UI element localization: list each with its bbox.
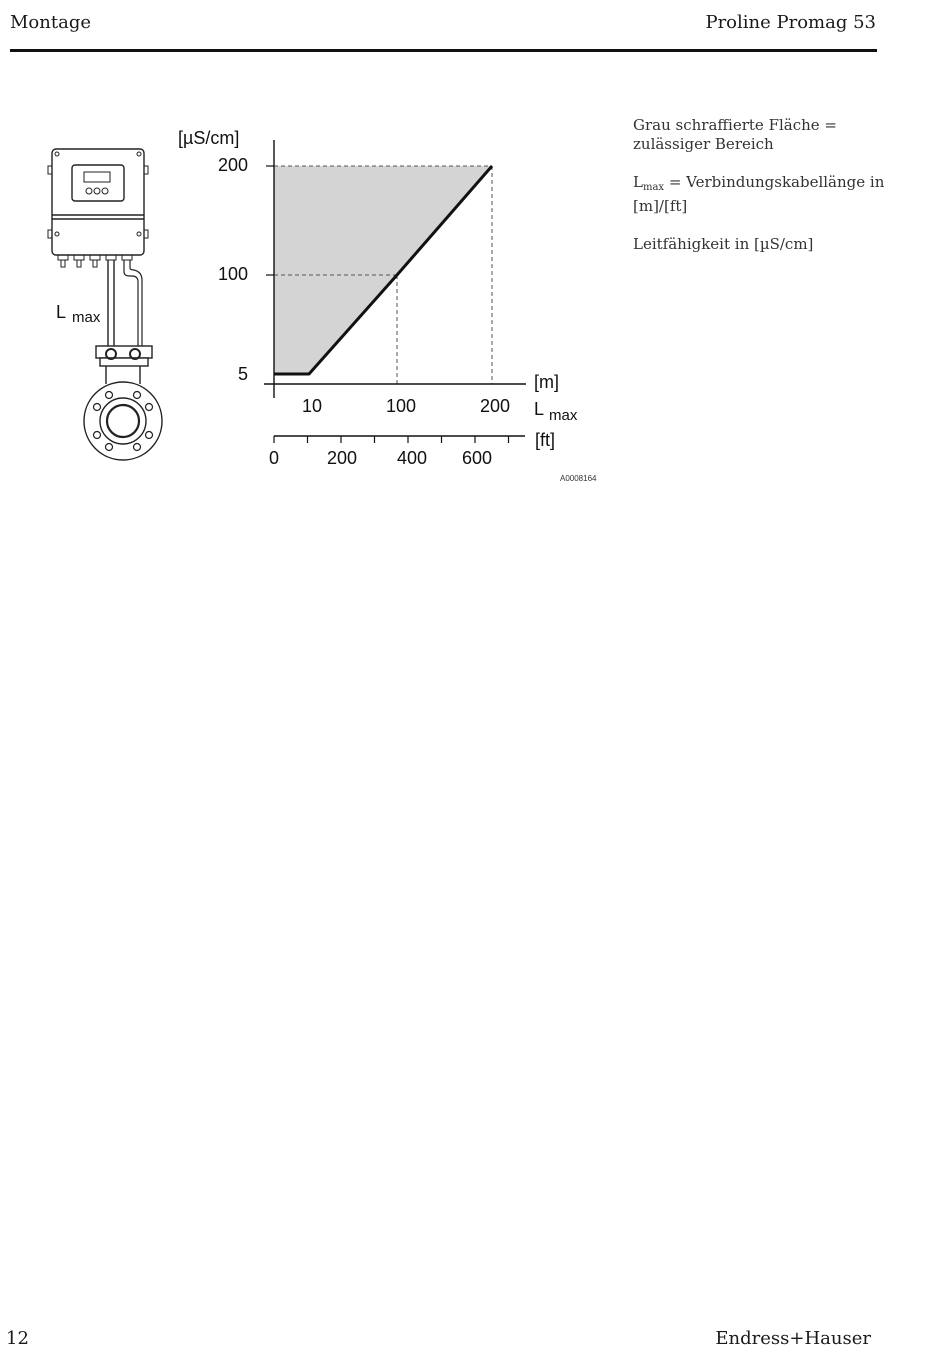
x-tick-label-ft: 400 [396, 448, 428, 468]
legend-note-length: $L_{max}$ = Verbindungskabellänge in [m]/[ft] [633, 173, 885, 215]
x-tick-label-ft: 0 [268, 448, 280, 468]
conductivity-chart [178, 128, 578, 468]
x-tick-label-m: 100 [385, 396, 417, 416]
legend-note-conductivity: Leitfähigkeit in [µS/cm] [633, 235, 814, 253]
x-axis-label: L [534, 399, 545, 419]
y-tick-label: 200 [217, 155, 248, 175]
x-tick-label-ft: 200 [326, 448, 358, 468]
page-number: 12 [6, 1328, 29, 1349]
legend-note-area: Grau schraffierte Fläche = zulässiger Bereich [633, 116, 837, 153]
figure [0, 100, 620, 500]
y-tick-label: 100 [217, 264, 248, 284]
device-length-label: L [56, 302, 67, 322]
permissible-area [274, 166, 492, 374]
header-rule [10, 49, 877, 52]
figure-id: A0008164 [560, 474, 597, 483]
section-title: Montage [10, 12, 91, 33]
figure-legend [633, 116, 893, 273]
x-tick-label-ft: 600 [461, 448, 493, 468]
x-axis-unit-ft: [ft] [535, 430, 556, 450]
x-tick-label-m: 10 [301, 396, 323, 416]
y-axis-unit: [µS/cm] [178, 128, 240, 148]
x-tick-label-m: 200 [479, 396, 511, 416]
device-length-label-sub: max [72, 309, 101, 326]
product-title: Proline Promag 53 [705, 12, 876, 33]
y-tick-label: 5 [237, 364, 248, 384]
x-axis-unit-m: [m] [534, 372, 559, 392]
brand-name: Endress+Hauser [715, 1328, 871, 1349]
x-axis-label-sub: max [549, 407, 578, 424]
